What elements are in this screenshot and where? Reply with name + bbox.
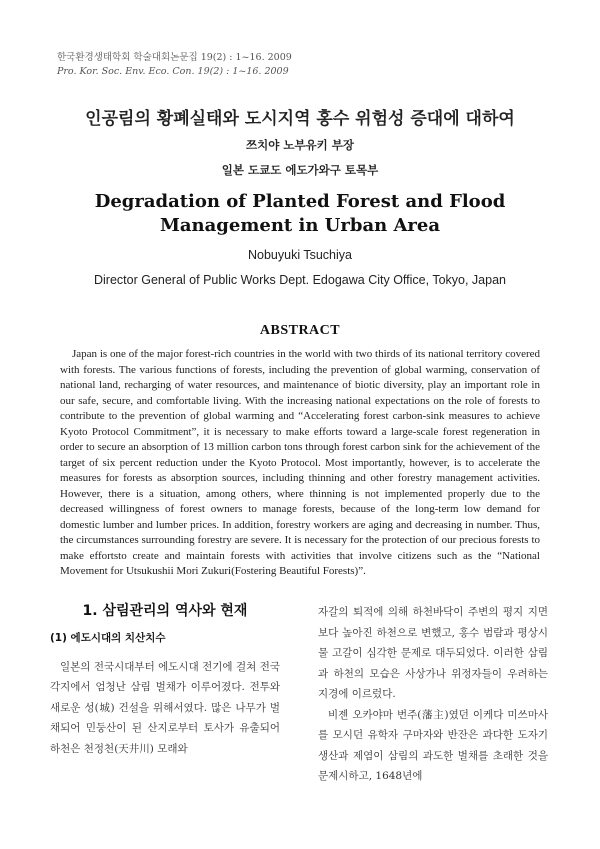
left-column [50,600,280,759]
body-paragraph: 비젠 오카야마 번주(藩主)였던 이케다 미쓰마사를 모시던 유학자 구마자와 반잔은 과다한 도자기 생산과 제염이 삼림의 과도한 벌채를 초래한 것을 문제시하고, 1648년에 [318,708,548,782]
body-paragraph: 자갈의 퇴적에 의해 하천바닥이 주변의 평지 지면보다 높아진 하천으로 변했고, 홍수 범람과 평상시 물 고갈이 심각한 문제로 대두되었다. 이러한 삼림과 하천의 모습은 사상가나 위정자들이 우려하는 지경에 이르렀다. [318,606,548,700]
journal-header [57,51,292,79]
section-title: 1. 삼림관리의 역사와 현재 [82,603,248,619]
right-column [318,602,548,787]
korean-author: 쯔치야 노부유키 부장 [246,138,354,152]
journal-citation-en: Pro. Kor. Soc. Env. Eco. Con. 19(2) : 1~16. 2009 [57,66,289,77]
abstract-body: Japan is one of the major forest-rich countries in the world with two thirds of its national territory covered with forests. The various functions of forests, including the prevention of global warming, conservation of national land, recharging of water resources, and maintenance of biotic diversity, play an important role in our safe, secure, and comfortable living. With the increasing national expectations on the role of forests to contribute to the prevention of global warming and “Accelerating forest carbon-sink measures to achieve Kyoto Protocol Commitment”, it is necessary to make efforts toward a large-scale forest regeneration in order to secure an absorption of 13 million carbon tons through forest carbon sink for the achievement of the target of six percent reduction under the Kyoto Protocol. Most importantly, however, is to accelerate the measures for forests as absorption sources, including thinning and other forestry management activities. However, there is a situation, among others, where thinning is not implemented properly due to the decreased willingness of forest owners to manage forests, because of the long-term low demand for domestic lumber and lumber prices. In addition, forestry workers are aging and decreasing in number. Thus, the circumstances surrounding forestry are severe. It is necessary for the protection of our precious forests to make effortsto create and maintain forests with activities that involve citizens such as the “National Movement for Utsukushii Mori Zukuri(Fostering Beautiful Forests)”. [60,348,540,577]
body-paragraph: 일본의 전국시대부터 에도시대 전기에 걸쳐 전국 각지에서 엄청난 삼림 벌채가 이루어졌다. 전투와 새로운 성(城) 건설을 위해서였다. 많은 나무가 벌채되어 민둥산이 된 산지로부터 토사가 유출되어 하천은 천정천(天井川) 모래와 [50,660,280,755]
korean-affiliation: 일본 도쿄도 에도가와구 토목부 [221,163,379,177]
english-affiliation: Director General of Public Works Dept. Edogawa City Office, Tokyo, Japan [94,273,506,287]
korean-title: 인공림의 황폐실태와 도시지역 홍수 위험성 증대에 대하여 [85,109,515,129]
subsection-title: (1) 에도시대의 치산치수 [50,632,166,644]
english-title: Degradation of Planted Forest and Flood Management in Urban Area [94,191,506,236]
journal-citation-ko: 한국환경생태학회 학술대회논문집 19(2) : 1~16. 2009 [57,52,292,63]
english-author: Nobuyuki Tsuchiya [248,248,352,262]
abstract-heading: ABSTRACT [259,323,341,338]
